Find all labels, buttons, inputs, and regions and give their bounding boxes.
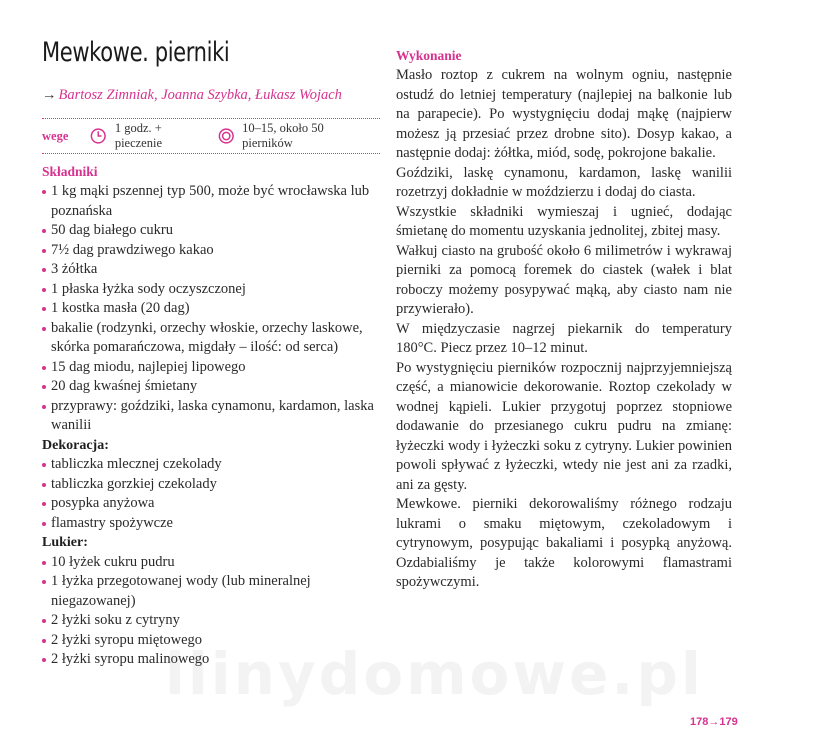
list-item: 15 dag miodu, najlepiej lipowego [42,358,380,378]
right-column [396,46,732,593]
method-paragraph: Po wystygnięciu pierników rozpocznij najprzyjemniejszą część, a mianowicie dekorowanie. Roztop czekolady w wodnej kąpieli. Lukier przygotuj poprzez stopniowe dodawanie do przesianego cukru pudru na zmianę: łyżeczki wody i łyżeczki soku z cytryny. Lukier powinien powoli spływać z łyżeczki, wtedy nie jest ani za rzadki, ani za gęsty. [396,359,732,493]
method-paragraph: W międzyczasie nagrzej piekarnik do temperatury 180°C. Piecz przez 10–12 minut. [396,320,732,356]
list-item: 20 dag kwaśnej śmietany [42,377,380,397]
icing-heading: Lukier: [42,535,88,550]
list-item: 7½ dag prawdziwego kakao [42,241,380,261]
list-item: 2 łyżki syropu miętowego [42,631,380,651]
clock-icon [90,127,106,145]
method-paragraph: Wszystkie składniki wymieszaj i ugnieć, dodając śmietanę do momentu uzyskania jednolitej, zbitej masy. [396,203,732,239]
page-numbers: 178→179 [690,716,738,728]
recipe-title: Mewkowe. pierniki [42,37,230,68]
list-item: 10 łyżek cukru pudru [42,553,380,573]
portions-icon [218,127,234,145]
list-item: tabliczka mlecznej czekolady [42,455,380,475]
authors-line [42,86,380,104]
list-item: przyprawy: goździki, laska cynamonu, kardamon, laska wanilii [42,397,380,436]
ingredients-list [42,182,380,436]
authors-names: Bartosz Zimniak, Joanna Szybka, Łukasz Wojach [58,87,342,103]
list-item: 1 płaska łyżka sody oczyszczonej [42,280,380,300]
list-item: 2 łyżki syropu malinowego [42,650,380,670]
list-item: tabliczka gorzkiej czekolady [42,475,380,495]
list-item: 2 łyżki soku z cytryny [42,611,380,631]
list-item: 1 kg mąki pszennej typ 500, może być wrocławska lub poznańska [42,182,380,221]
list-item: bakalie (rodzynki, orzechy włoskie, orzechy laskowe, skórka pomarańczowa, migdały – ilość: od serca) [42,319,380,358]
method-paragraph: Mewkowe. pierniki dekorowaliśmy różnego rodzaju lukrami o smaku miętowym, czekoladowym i cytrynowym, posypując bakaliami i posypką anyżową. Ozdabialiśmy je także kolorowymi flamastrami spożywczymi. [396,496,732,590]
list-item: 1 łyżka przegotowanej wody (lub mineralnej niegazowanej) [42,572,380,611]
ingredients-heading: Składniki [42,164,98,179]
time-info [90,121,203,151]
time-text: 1 godz. + pieczenie [114,121,162,150]
recipe-meta-row [42,118,380,154]
list-item: 3 żółtka [42,260,380,280]
method-paragraph: Masło roztop z cukrem na wolnym ogniu, następnie ostudź do letniej temperatury (najlepiej na balkonie lub na parapecie). Po wystygnięciu dodaj mąkę (najpierw możesz ją przesiać przez drobne sito). Dosyp kakao, a następnie dodaj: żółtka, miód, sodę, pokrojone bakalie. [396,67,732,161]
yield-text: 10–15, około 50 pierników [242,121,324,150]
list-item: flamastry spożywcze [42,514,380,534]
method-heading: Wykonanie [396,48,462,63]
authors-arrow: → [42,87,57,103]
method-paragraph: Goździki, laskę cynamonu, kardamon, laskę wanilii rozetrzyj dokładnie w moździerzu i dodaj do ciasta. [396,164,732,200]
list-item: posypka anyżowa [42,494,380,514]
left-column [42,36,380,670]
method-text [396,66,732,593]
watermark: llinydomowe.pl [165,640,704,708]
list-item: 50 dag białego cukru [42,221,380,241]
list-item: 1 kostka masła (20 dag) [42,299,380,319]
diet-tag: wege [42,128,69,143]
yield-info [218,121,366,151]
method-paragraph: Wałkuj ciasto na grubość około 6 milimetrów i wykrawaj pierniki za pomocą foremek do ciastek (wałek i blat roboczy możemy posypywać mąką, aby ciasto nam nie przywierało). [396,242,732,317]
decoration-heading: Dekoracja: [42,437,109,453]
decoration-list [42,455,380,533]
